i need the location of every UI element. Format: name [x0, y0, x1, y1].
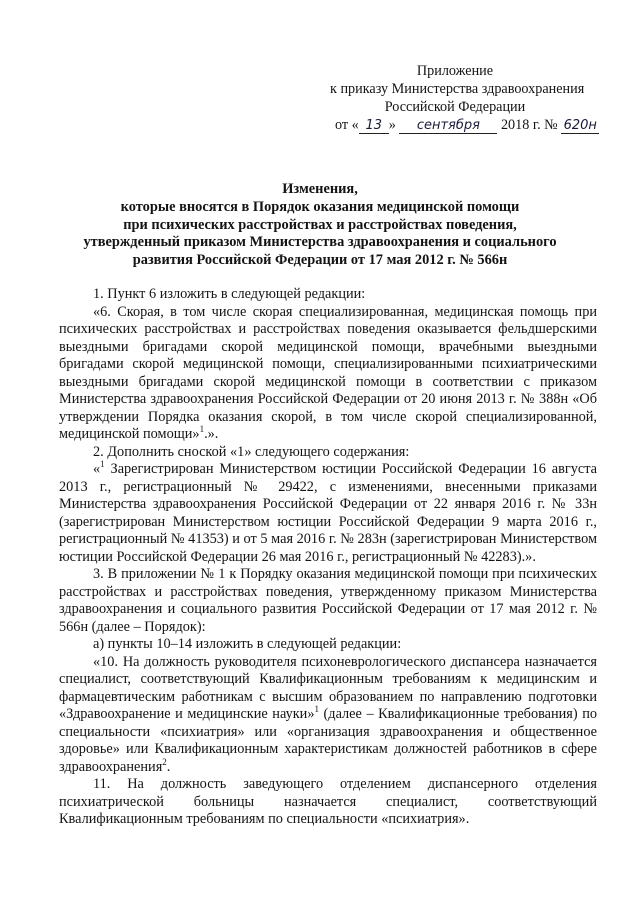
date-mid: » [388, 117, 396, 133]
order-number-field [561, 118, 599, 134]
date-year: 2018 г. № [500, 117, 558, 133]
paragraph-4-quote: « [93, 461, 101, 477]
appendix-country: Российской Федерации [384, 99, 526, 115]
paragraph-8: 11. На должность заведующего отделением диспансерного отделения психиатрической больницы назначается специалист, соответствующий Квалификационным требованиям по специальности «психиатрия». [59, 776, 597, 827]
date-day: 13 [365, 118, 383, 133]
appendix-order-ref: к приказу Министерства здравоохранения [330, 81, 585, 97]
footnote-ref-1: 1 [199, 424, 205, 435]
footnote-ref-2: 2 [162, 756, 167, 767]
paragraph-7-end: . [166, 758, 171, 775]
title-line-4: утвержденный приказом Министерства здравоохранения и социального [83, 234, 557, 251]
paragraph-4-text: Зарегистрирован Министерством юстиции Российской Федерации 16 августа 2013 г., регистрационный № 29422, с изменениями, внесенными приказами Министерства здравоохранения Российской Федерации от 22 января 2016 г. № 33н (зарегистрирован Министерством юстиции Российской Федерации 9 марта 2016 г., регистрационный № 41353) и от 5 мая 2016 г. № 283н (зарегистрирован Министерством юстиции Российской Федерации 26 мая 2016 г., регистрационный № 42283).». [59, 461, 597, 565]
paragraph-7-mid: (далее – Квалификационные требования) по специальности «психиатрия» или «организация здравоохранения и общественное здоровье» или Квалификационным характеристикам должностей работников в сфере здравоохранения [59, 706, 598, 775]
date-month: сентября [416, 118, 480, 133]
appendix-label: Приложение [416, 63, 494, 79]
date-prefix: от « [335, 117, 359, 133]
appendix-header [330, 62, 597, 134]
order-number: 620н [563, 118, 597, 133]
appendix-date-line [330, 116, 597, 134]
title-line-1: Изменения, [282, 181, 358, 197]
paragraph-2 [59, 304, 597, 444]
date-day-field [359, 118, 389, 134]
date-month-field [399, 118, 497, 134]
paragraph-4 [59, 461, 597, 566]
paragraph-1: 1. Пункт 6 изложить в следующей редакции: [93, 286, 366, 302]
paragraph-2-text: «6. Скорая, в том числе скорая специализированная, медицинская помощь при психических расстройствах и расстройствах поведения оказывается фельдшерскими выездными бригадами скорой медицинской помощи, врачебными выездными бригадами скорой медицинской помощи, специализированными психиатрическими выездными бригадами скорой медицинской помощи в соответствии с приказом Министерства здравоохранения Российской Федерации от 20 июня 2013 г. № 388н «Об утверждении Порядка оказания скорой, в том числе скорой специализированной, медицинской помощи» [59, 303, 597, 442]
footnote-ref-1b: 1 [314, 704, 319, 715]
document-title [60, 181, 580, 270]
title-line-2: которые вносятся в Порядок оказания медицинской помощи [120, 198, 520, 215]
title-line-5: развития Российской Федерации от 17 мая 2012 г. № 566н [132, 252, 508, 269]
footnote-mark-1: 1 [100, 459, 105, 470]
title-line-3: при психических расстройствах и расстройствах поведения, [123, 216, 517, 233]
document-body [59, 286, 597, 829]
paragraph-7-text: «10. На должность руководителя психоневрологического диспансера назначается специалист, соответствующий Квалификационным требованиям к медицинским и фармацевтическим работникам с высшим образованием по направлению подготовки «Здравоохранение и медицинские науки» [59, 653, 597, 722]
paragraph-6: а) пункты 10–14 изложить в следующей редакции: [93, 636, 402, 652]
paragraph-2-end: .». [204, 426, 219, 442]
paragraph-7 [59, 654, 597, 777]
paragraph-3: 2. Дополнить сноской «1» следующего содержания: [93, 443, 410, 460]
paragraph-5: 3. В приложении № 1 к Порядку оказания медицинской помощи при психических расстройствах и расстройствах поведения, утвержденному приказом Министерства здравоохранения и социального развития Российской Федерации от 17 мая 2012 г. № 566н (далее – Порядок): [59, 566, 597, 635]
